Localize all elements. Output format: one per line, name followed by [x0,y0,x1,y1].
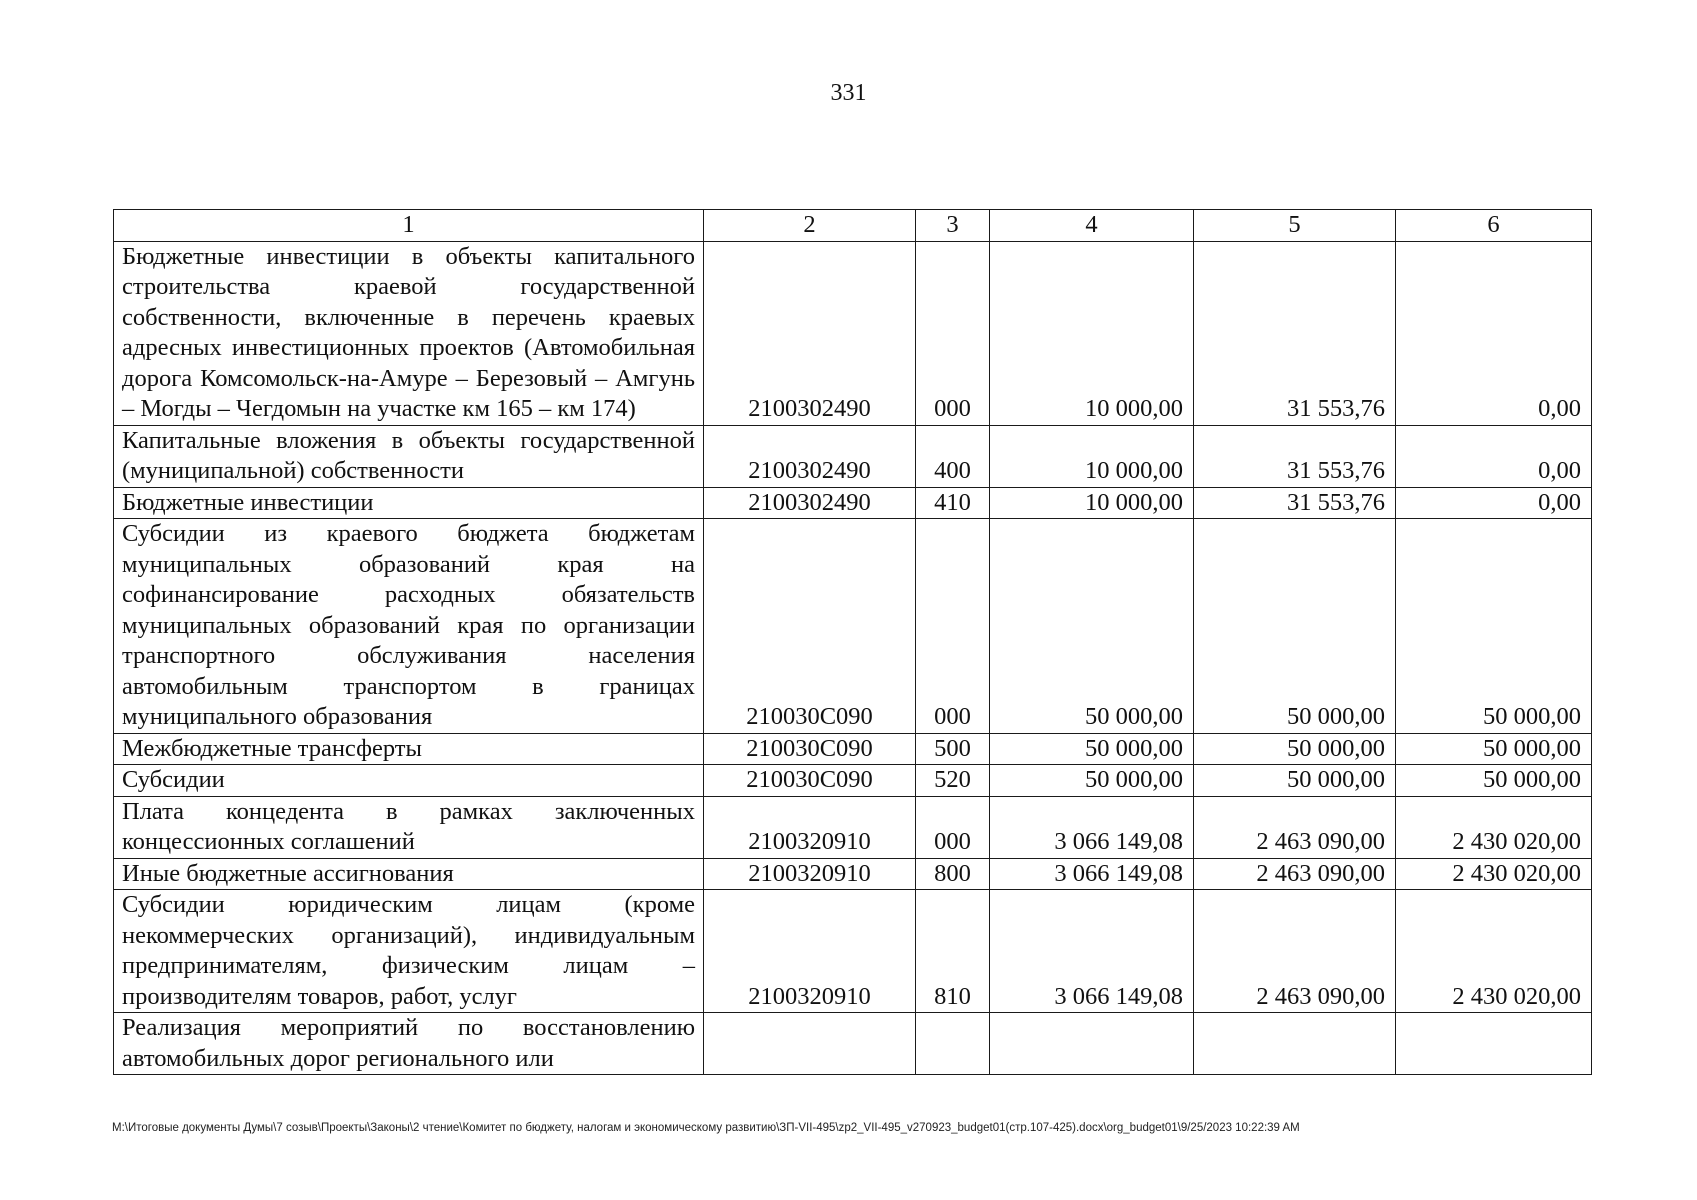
amount-2024-cell: 50 000,00 [990,733,1194,765]
amount-2025-cell: 2 463 090,00 [1194,796,1396,858]
target-code-cell: 2100320910 [704,796,916,858]
amount-2026-cell: 2 430 020,00 [1396,858,1592,890]
amount-2025-cell: 50 000,00 [1194,733,1396,765]
expense-name-cell: Субсидии из краевого бюджета бюджетам муниципальных образований края на софинансирование расходных обязательств муниципальных образований края по организации транспортного обслуживания населения автомобильным транспортом в границах муниципального образования [114,519,704,734]
amount-2026-cell: 0,00 [1396,487,1592,519]
table-row [114,858,1592,890]
file-path-footer: M:\Итоговые документы Думы\7 созыв\Проекты\Законы\2 чтение\Комитет по бюджету, налогам и экономическому развитию\ЗП-VII-495\zp2_VII-495_v270923_budget01(стр.107-425).docx\org_budget01\9/25/2023 10:22:39 AM [112,1122,1300,1134]
table-row [114,425,1592,487]
amount-2025-cell: 31 553,76 [1194,425,1396,487]
expense-type-cell: 000 [916,519,990,734]
amount-2024-cell: 3 066 149,08 [990,858,1194,890]
table-row [114,1013,1592,1075]
amount-2024-cell [990,1013,1194,1075]
amount-2026-cell: 2 430 020,00 [1396,796,1592,858]
table-row [114,487,1592,519]
expense-name-cell: Капитальные вложения в объекты государственной (муниципальной) собственности [114,425,704,487]
target-code-cell: 2100302490 [704,425,916,487]
amount-2026-cell: 50 000,00 [1396,765,1592,797]
target-code-cell [704,1013,916,1075]
target-code-cell: 210030С090 [704,765,916,797]
column-header: 1 [114,210,704,242]
budget-table [113,209,1592,1075]
amount-2024-cell: 3 066 149,08 [990,796,1194,858]
amount-2025-cell: 2 463 090,00 [1194,858,1396,890]
expense-type-cell: 500 [916,733,990,765]
table-row [114,519,1592,734]
table-row [114,890,1592,1013]
column-header: 2 [704,210,916,242]
target-code-cell: 210030С090 [704,519,916,734]
table-row [114,796,1592,858]
expense-type-cell: 000 [916,241,990,425]
amount-2024-cell: 50 000,00 [990,765,1194,797]
expense-type-cell: 400 [916,425,990,487]
table-header-row [114,210,1592,242]
expense-name-cell: Плата концедента в рамках заключенных концессионных соглашений [114,796,704,858]
amount-2025-cell: 31 553,76 [1194,241,1396,425]
expense-name-cell: Субсидии [114,765,704,797]
column-header: 6 [1396,210,1592,242]
amount-2024-cell: 10 000,00 [990,425,1194,487]
expense-type-cell: 520 [916,765,990,797]
expense-type-cell [916,1013,990,1075]
target-code-cell: 210030С090 [704,733,916,765]
expense-name-cell: Бюджетные инвестиции [114,487,704,519]
column-header: 5 [1194,210,1396,242]
amount-2024-cell: 3 066 149,08 [990,890,1194,1013]
table-row [114,765,1592,797]
page-number: 331 [830,80,867,106]
table-row [114,241,1592,425]
target-code-cell: 2100320910 [704,890,916,1013]
table-row [114,733,1592,765]
amount-2026-cell: 0,00 [1396,425,1592,487]
amount-2026-cell: 50 000,00 [1396,519,1592,734]
column-header: 3 [916,210,990,242]
amount-2024-cell: 10 000,00 [990,487,1194,519]
amount-2026-cell: 0,00 [1396,241,1592,425]
target-code-cell: 2100302490 [704,487,916,519]
expense-name-cell: Иные бюджетные ассигнования [114,858,704,890]
expense-type-cell: 810 [916,890,990,1013]
expense-name-cell: Бюджетные инвестиции в объекты капитального строительства краевой государственной собственности, включенные в перечень краевых адресных инвестиционных проектов (Автомобильная дорога Комсомольск-на-Амуре – Березовый – Амгунь – Могды – Чегдомын на участке км 165 – км 174) [114,241,704,425]
expense-type-cell: 000 [916,796,990,858]
amount-2025-cell: 31 553,76 [1194,487,1396,519]
column-header: 4 [990,210,1194,242]
expense-name-cell: Субсидии юридическим лицам (кроме некоммерческих организаций), индивидуальным предпринимателям, физическим лицам – производителям товаров, работ, услуг [114,890,704,1013]
amount-2026-cell: 2 430 020,00 [1396,890,1592,1013]
amount-2025-cell: 2 463 090,00 [1194,890,1396,1013]
amount-2026-cell [1396,1013,1592,1075]
amount-2024-cell: 50 000,00 [990,519,1194,734]
expense-type-cell: 800 [916,858,990,890]
amount-2025-cell: 50 000,00 [1194,519,1396,734]
amount-2025-cell: 50 000,00 [1194,765,1396,797]
expense-name-cell: Межбюджетные трансферты [114,733,704,765]
amount-2025-cell [1194,1013,1396,1075]
target-code-cell: 2100320910 [704,858,916,890]
expense-name-cell: Реализация мероприятий по восстановлению автомобильных дорог регионального или [114,1013,704,1075]
amount-2026-cell: 50 000,00 [1396,733,1592,765]
target-code-cell: 2100302490 [704,241,916,425]
amount-2024-cell: 10 000,00 [990,241,1194,425]
expense-type-cell: 410 [916,487,990,519]
